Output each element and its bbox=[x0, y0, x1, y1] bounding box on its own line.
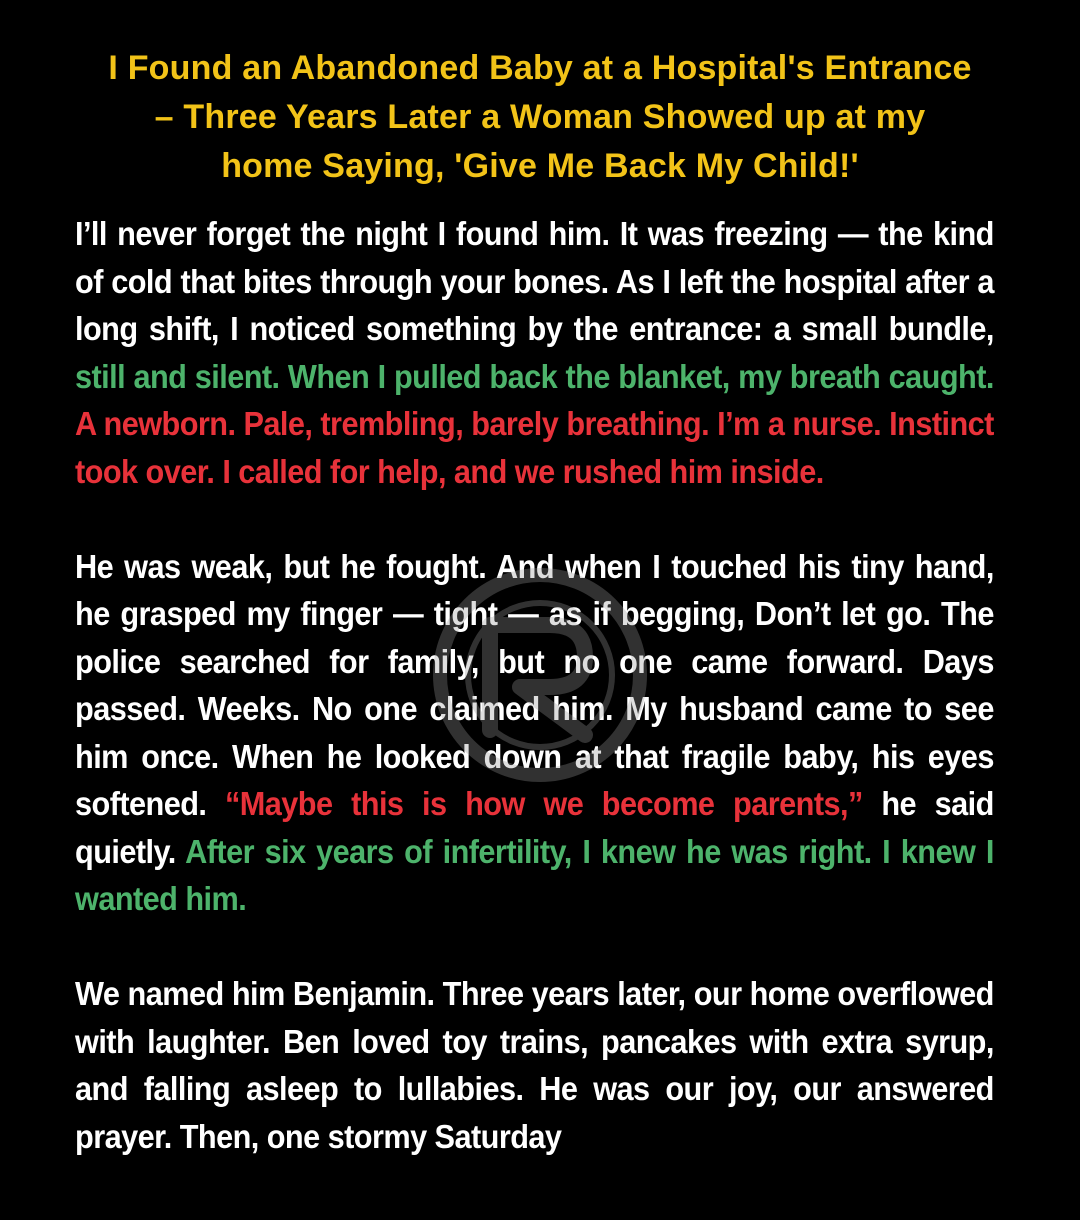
article-body bbox=[75, 210, 994, 1208]
paragraph-1-green-highlight: still and silent. When I pulled back the blanket, my breath caught. bbox=[75, 357, 994, 395]
title-line-2: – Three Years Later a Woman Showed up at my bbox=[154, 98, 926, 136]
paragraph-1-text: I’ll never forget the night I found him. It was freezing — the kind of cold that bites through your bones. As I left the hospital after a long shift, I noticed something by the entrance: a small bundle, bbox=[75, 215, 994, 347]
paragraph-1 bbox=[75, 210, 994, 495]
paragraph-2-green-highlight: After six years of infertility, I knew he was right. I knew I wanted him. bbox=[75, 832, 994, 917]
paragraph-2-text-continued: he said quietly. bbox=[75, 785, 994, 870]
paragraph-2-text: He was weak, but he fought. And when I touched his tiny hand, he grasped my finger — tight — as if begging, Don’t let go. The police searched for family, but no one came forward. Days passed. Weeks. No one claimed him. My husband came to see him once. When he looked down at that fragile baby, his eyes softened. bbox=[75, 547, 994, 822]
paragraph-3 bbox=[75, 970, 994, 1160]
paragraph-2 bbox=[75, 543, 994, 923]
title-line-3: home Saying, 'Give Me Back My Child!' bbox=[221, 147, 859, 185]
paragraph-2-red-quote: “Maybe this is how we become parents,” bbox=[224, 785, 863, 822]
article-title bbox=[60, 44, 1020, 191]
title-line-1: I Found an Abandoned Baby at a Hospital's Entrance bbox=[108, 49, 972, 87]
paragraph-1-red-highlight: A newborn. Pale, trembling, barely breathing. I’m a nurse. Instinct took over. I called for help, and we rushed him inside. bbox=[75, 405, 994, 490]
paragraph-3-text: We named him Benjamin. Three years later, our home overflowed with laughter. Ben loved toy trains, pancakes with extra syrup, and falling asleep to lullabies. He was our joy, our answered prayer. Then, one stormy Saturday bbox=[75, 975, 994, 1155]
